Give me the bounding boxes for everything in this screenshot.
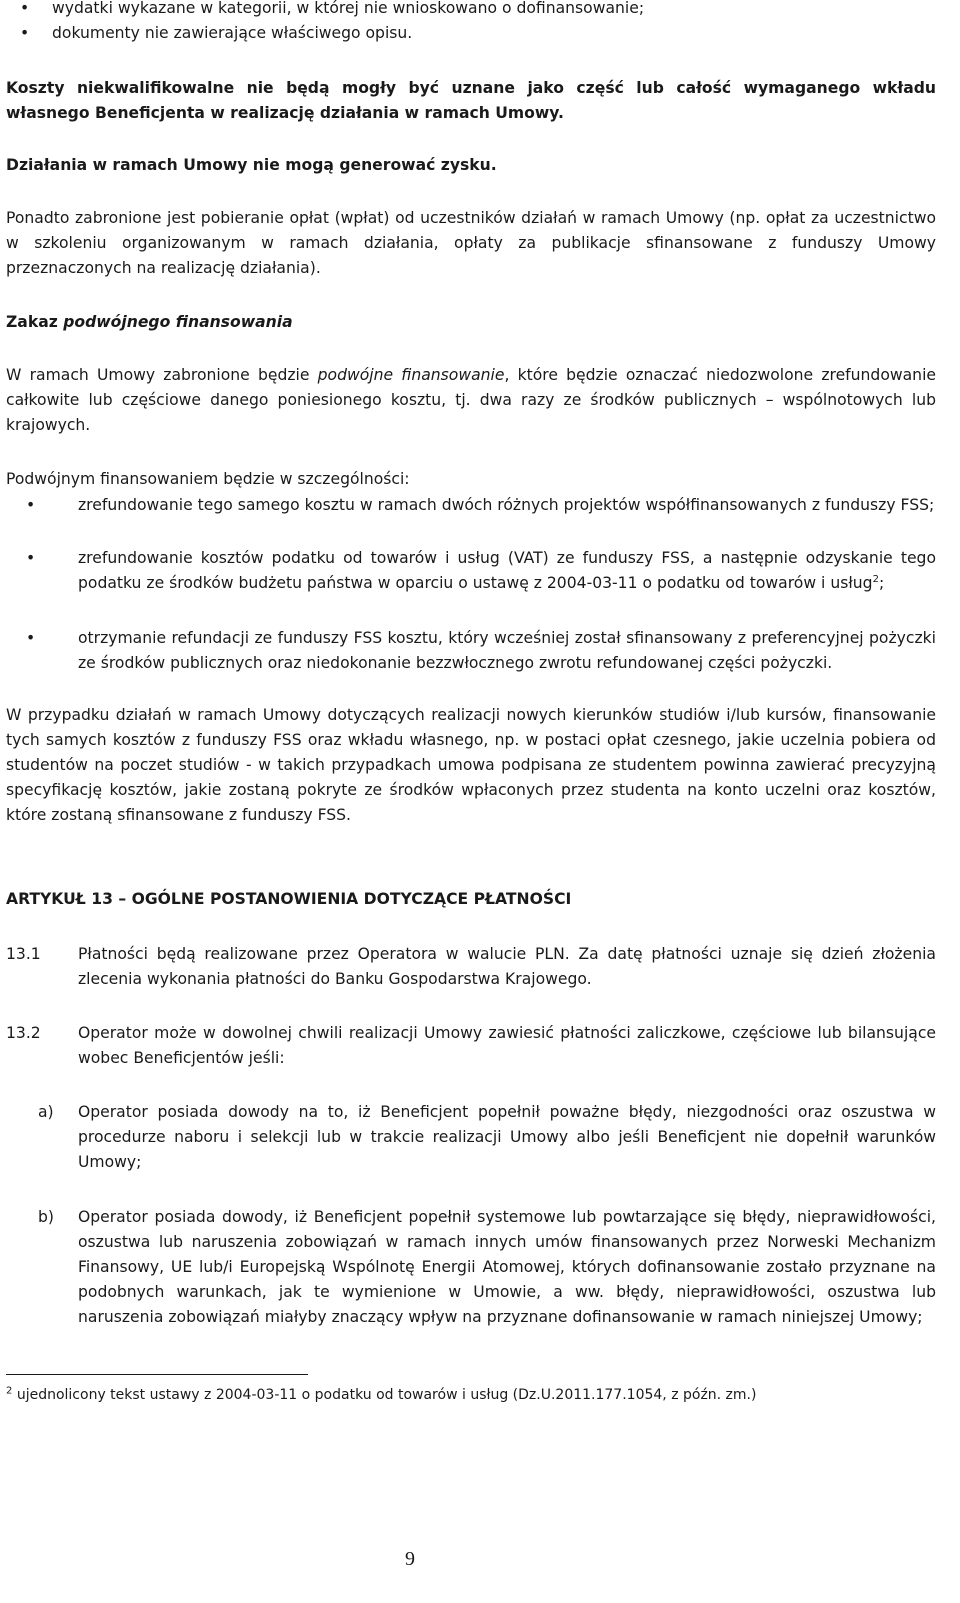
bullet-icon: • — [26, 549, 36, 567]
section-heading-zakaz: Zakaz podwójnego finansowania — [6, 313, 293, 331]
bullet-icon: • — [26, 496, 36, 514]
list-item: zrefundowanie kosztów podatku od towarów i usług (VAT) ze funduszy FSS, a następnie odzyskanie tego podatku ze środków budżetu państwa w oparciu o ustawę z 2004-03-11 o podatku od towarów i usług$^2$; — [78, 549, 936, 592]
list-item: zrefundowanie tego samego kosztu w ramach dwóch różnych projektów współfinansowanych z funduszy FSS; — [78, 496, 935, 514]
section-number: 13.1 — [6, 945, 41, 963]
sub-item-label: b) — [38, 1208, 54, 1226]
page-number: 9 — [405, 1548, 415, 1570]
section-text: Operator może w dowolnej chwili realizacji Umowy zawiesić płatności zaliczkowe, częściowe lub bilansujące wobec Beneficjentów jeśli: — [78, 1024, 936, 1067]
article-heading: ARTYKUŁ 13 – OGÓLNE POSTANOWIENIA DOTYCZĄCE PŁATNOŚCI — [6, 890, 572, 908]
sub-item-text: Operator posiada dowody na to, iż Beneficjent popełnił poważne błędy, niezgodności oraz oszustwa w procedurze naboru i selekcji lub w trakcie realizacji Umowy albo jeśli Beneficjent nie dopełnił warunków Umowy; — [78, 1103, 936, 1171]
section-text: Płatności będą realizowane przez Operatora w walucie PLN. Za datę płatności uznaje się dzień złożenia zlecenia wykonania płatności do Banku Gospodarstwa Krajowego. — [78, 945, 936, 988]
bullet-icon: • — [26, 629, 36, 647]
footnote-separator — [6, 1374, 308, 1375]
bullet-icon: • — [20, 24, 30, 42]
list-item: otrzymanie refundacji ze funduszy FSS kosztu, który wcześniej został sfinansowany z preferencyjnej pożyczki ze środków publicznych oraz niedokonanie bezzwłocznego zwrotu refundowanej części pożyczki. — [78, 629, 936, 672]
footnote-ref: 2 — [872, 573, 879, 585]
paragraph-ponadto: Ponadto zabronione jest pobieranie opłat (wpłat) od uczestników działań w ramach Umowy (np. opłat za uczestnictwo w szkoleniu organizowanym w ramach działania, opłaty za publikacje sfinansowane z funduszy Umowy przeznaczonych na realizację działania). — [6, 209, 936, 277]
paragraph-zysk: Działania w ramach Umowy nie mogą generować zysku. — [6, 156, 497, 174]
sub-item-text: Operator posiada dowody, iż Beneficjent popełnił systemowe lub powtarzające się błędy, nieprawidłowości, oszustwa lub naruszenia zobowiązań w ramach innych umów finansowanych przez Norweski Mechanizm Finansowy, UE lub/i Europejską Wspólnotę Energii Atomowej, których dofinansowanie zostało przyznane na podobnych warunkach, jak te wymienione w Umowie, a ww. błędy, nieprawidłowości, oszustwa lub naruszenia zobowiązań miałyby znaczący wpływ na przyznane dofinansowanie w ramach niniejszej Umowy; — [78, 1208, 936, 1326]
paragraph-w-przypadku: W przypadku działań w ramach Umowy dotyczących realizacji nowych kierunków studiów i/lub kursów, finansowanie tych samych kosztów z funduszy FSS oraz wkładu własnego, np. w postaci opłat czesnego, jakie uczelnia pobiera od studentów na poczet studiów - w takich przypadkach umowa podpisana ze studentem powinna zawierać precyzyjną specyfikację kosztów, jakie zostaną pokryte ze środków wpłaconych przez studenta na konto uczelni oraz kosztów, które zostaną sfinansowane z funduszy FSS. — [6, 706, 936, 824]
footnote: $^2$ ujednolicony tekst ustawy z 2004-03-11 o podatku od towarów i usług (Dz.U.2011.177.1054, z późn. zm.) — [6, 1385, 757, 1403]
list-item: dokumenty nie zawierające właściwego opisu. — [52, 24, 413, 42]
paragraph-w-ramach: W ramach Umowy zabronione będzie podwójne finansowanie, które będzie oznaczać niedozwolone zrefundowanie całkowite lub częściowe danego poniesionego kosztu, tj. dwa razy ze środków publicznych – wspólnotowych lub krajowych. — [6, 366, 936, 434]
paragraph-podwojnym: Podwójnym finansowaniem będzie w szczególności: — [6, 470, 410, 488]
sub-item-label: a) — [38, 1103, 54, 1121]
list-item: wydatki wykazane w kategorii, w której nie wnioskowano o dofinansowanie; — [52, 0, 645, 17]
section-number: 13.2 — [6, 1024, 41, 1042]
paragraph-koszty: Koszty niekwalifikowalne nie będą mogły być uznane jako część lub całość wymaganego wkładu własnego Beneficjenta w realizację działania w ramach Umowy. — [6, 79, 936, 122]
bullet-icon: • — [20, 0, 30, 17]
